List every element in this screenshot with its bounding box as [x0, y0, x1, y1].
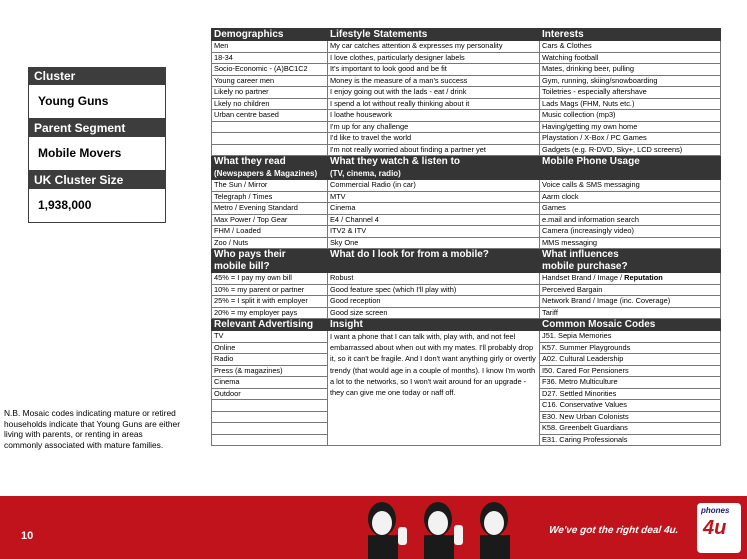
empty-header-cell — [328, 261, 540, 273]
table-cell: K58. Greenbelt Guardians — [540, 423, 721, 435]
what-look-for-header: What do I look for from a mobile? — [328, 249, 540, 261]
table-cell: Cinema — [212, 377, 328, 389]
table-cell: Likely no partner — [212, 87, 328, 99]
table-cell — [212, 121, 328, 133]
table-cell — [212, 133, 328, 145]
table-cell: Commercial Radio (in car) — [328, 180, 540, 192]
table-cell: I'm not really worried about finding a partner yet — [328, 144, 540, 156]
table-cell: Cinema — [328, 203, 540, 215]
cluster-value: Young Guns — [28, 85, 166, 119]
influence-text: Handset Brand / Image / — [542, 273, 625, 282]
what-influences-header: What influences — [540, 249, 721, 261]
table-cell: 10% = my parent or partner — [212, 284, 328, 296]
what-they-watch-header: What they watch & listen to — [328, 156, 540, 168]
table-cell: Music collection (mp3) — [540, 110, 721, 122]
table-cell: Perceived Bargain — [540, 284, 721, 296]
logo-top-text: phones — [701, 506, 730, 515]
table-cell — [212, 411, 328, 423]
mosaic-note: N.B. Mosaic codes indicating mature or retired households indicate that Young Guns are either living with parents, or renting in areas commonly associated with mature families. — [4, 408, 181, 450]
table-cell: 20% = my employer pays — [212, 307, 328, 319]
table-cell: Playstation / X-Box / PC Games — [540, 133, 721, 145]
table-cell: Aarm clock — [540, 191, 721, 203]
what-they-watch-subheader: (TV, cinema, radio) — [328, 168, 540, 180]
lifestyle-header: Lifestyle Statements — [328, 29, 540, 41]
table-cell — [540, 273, 721, 285]
table-cell: Network Brand / Image (inc. Coverage) — [540, 296, 721, 308]
table-cell: I'm up for any challenge — [328, 121, 540, 133]
table-cell: A02. Cultural Leadership — [540, 354, 721, 366]
table-cell: Robust — [328, 273, 540, 285]
table-cell: I love clothes, particularly designer labels — [328, 52, 540, 64]
table-cell: Watching football — [540, 52, 721, 64]
who-pays-header: Who pays their — [212, 249, 328, 261]
table-cell: Good feature spec (which I'll play with) — [328, 284, 540, 296]
table-cell: MTV — [328, 191, 540, 203]
table-cell: Online — [212, 342, 328, 354]
table-cell: Metro / Evening Standard — [212, 203, 328, 215]
faces-image — [354, 497, 524, 559]
table-cell: My car catches attention & expresses my personality — [328, 41, 540, 53]
table-cell: E31. Caring Professionals — [540, 434, 721, 446]
who-pays-header-line2: mobile bill? — [212, 261, 328, 273]
table-cell: I enjoy going out with the lads - eat / drink — [328, 87, 540, 99]
table-cell: e.mail and information search — [540, 214, 721, 226]
phones4u-logo — [697, 503, 741, 553]
profile-table — [211, 28, 721, 446]
table-cell: K57. Summer Playgrounds — [540, 342, 721, 354]
table-cell — [212, 434, 328, 446]
table-cell: FHM / Loaded — [212, 226, 328, 238]
table-cell: E30. New Urban Colonists — [540, 411, 721, 423]
table-cell: I loathe housework — [328, 110, 540, 122]
table-cell: Lads Mags (FHM, Nuts etc.) — [540, 98, 721, 110]
table-cell: E4 / Channel 4 — [328, 214, 540, 226]
table-cell: Lkely no children — [212, 98, 328, 110]
mosaic-codes-header: Common Mosaic Codes — [540, 319, 721, 331]
table-cell: Having/getting my own home — [540, 121, 721, 133]
table-cell: Camera (increasingly video) — [540, 226, 721, 238]
table-cell: Gadgets (e.g. R-DVD, Sky+, LCD screens) — [540, 144, 721, 156]
page-number: 10 — [21, 530, 34, 542]
table-cell: Young career men — [212, 75, 328, 87]
table-cell: I spend a lot without really thinking about it — [328, 98, 540, 110]
table-cell: Zoo / Nuts — [212, 237, 328, 249]
table-cell: Cars & Clothes — [540, 41, 721, 53]
table-cell: Socio-Economic - (A)BC1C2 — [212, 64, 328, 76]
table-cell: 25% = I split it with employer — [212, 296, 328, 308]
cluster-panel — [28, 67, 166, 223]
what-influences-header-line2: mobile purchase? — [540, 261, 721, 273]
insight-header: Insight — [328, 319, 540, 331]
table-cell — [212, 144, 328, 156]
interests-header: Interests — [540, 29, 721, 41]
table-cell: F36. Metro Multiculture — [540, 377, 721, 389]
table-cell: Urban centre based — [212, 110, 328, 122]
table-cell: Press (& magazines) — [212, 365, 328, 377]
table-cell: I'd like to travel the world — [328, 133, 540, 145]
table-cell: Sky One — [328, 237, 540, 249]
parent-segment-value: Mobile Movers — [28, 137, 166, 171]
uk-cluster-size-value: 1,938,000 — [28, 189, 166, 223]
table-cell: Men — [212, 41, 328, 53]
demographics-header: Demographics — [212, 29, 328, 41]
table-cell: Max Power / Top Gear — [212, 214, 328, 226]
table-cell: D27. Settled Minorities — [540, 388, 721, 400]
table-cell: J51. Sepia Memories — [540, 331, 721, 343]
what-they-read-header: What they read — [212, 156, 328, 168]
table-cell: Tariff — [540, 307, 721, 319]
relevant-advertising-header: Relevant Advertising — [212, 319, 328, 331]
table-cell — [212, 423, 328, 435]
table-cell: Toiletries - especially aftershave — [540, 87, 721, 99]
table-cell: TV — [212, 331, 328, 343]
table-cell: 45% = I pay my own bill — [212, 273, 328, 285]
table-cell: 18-34 — [212, 52, 328, 64]
cluster-label: Cluster — [28, 67, 166, 85]
table-cell: Money is the measure of a man's success — [328, 75, 540, 87]
table-cell: Mates, drinking beer, pulling — [540, 64, 721, 76]
logo-main-text: 4u — [703, 517, 727, 539]
table-cell: C16. Conservative Values — [540, 400, 721, 412]
mobile-usage-header: Mobile Phone Usage — [540, 156, 721, 168]
table-cell: Games — [540, 203, 721, 215]
empty-header-cell — [540, 168, 721, 180]
table-cell: Good size screen — [328, 307, 540, 319]
table-cell: Voice calls & SMS messaging — [540, 180, 721, 192]
table-cell: ITV2 & ITV — [328, 226, 540, 238]
table-cell — [212, 400, 328, 412]
table-cell: The Sun / Mirror — [212, 180, 328, 192]
parent-segment-label: Parent Segment — [28, 119, 166, 137]
table-cell: Outdoor — [212, 388, 328, 400]
table-cell: I50. Cared For Pensioners — [540, 365, 721, 377]
tagline: We've got the right deal 4u. — [548, 525, 680, 536]
insight-text: I want a phone that I can talk with, play with, and not feel embarrassed about when out with my mates. I'll probably drop it, so it can't be fragile. And I don't want anything girly or overtly trendy (that would age in a couple of months). I know I'm worth a lot to the networks, so I won't wait around for an upgrade - they can give me one today or naff off. — [328, 331, 540, 446]
influence-bold-text: Reputation — [624, 273, 663, 282]
table-cell: MMS messaging — [540, 237, 721, 249]
table-cell: Gym, running, skiing/snowboarding — [540, 75, 721, 87]
table-cell: Good reception — [328, 296, 540, 308]
table-cell: Telegraph / Times — [212, 191, 328, 203]
uk-cluster-size-label: UK Cluster Size — [28, 171, 166, 189]
table-cell: It's important to look good and be fit — [328, 64, 540, 76]
what-they-read-subheader: (Newspapers & Magazines) — [212, 168, 328, 180]
table-cell: Radio — [212, 354, 328, 366]
